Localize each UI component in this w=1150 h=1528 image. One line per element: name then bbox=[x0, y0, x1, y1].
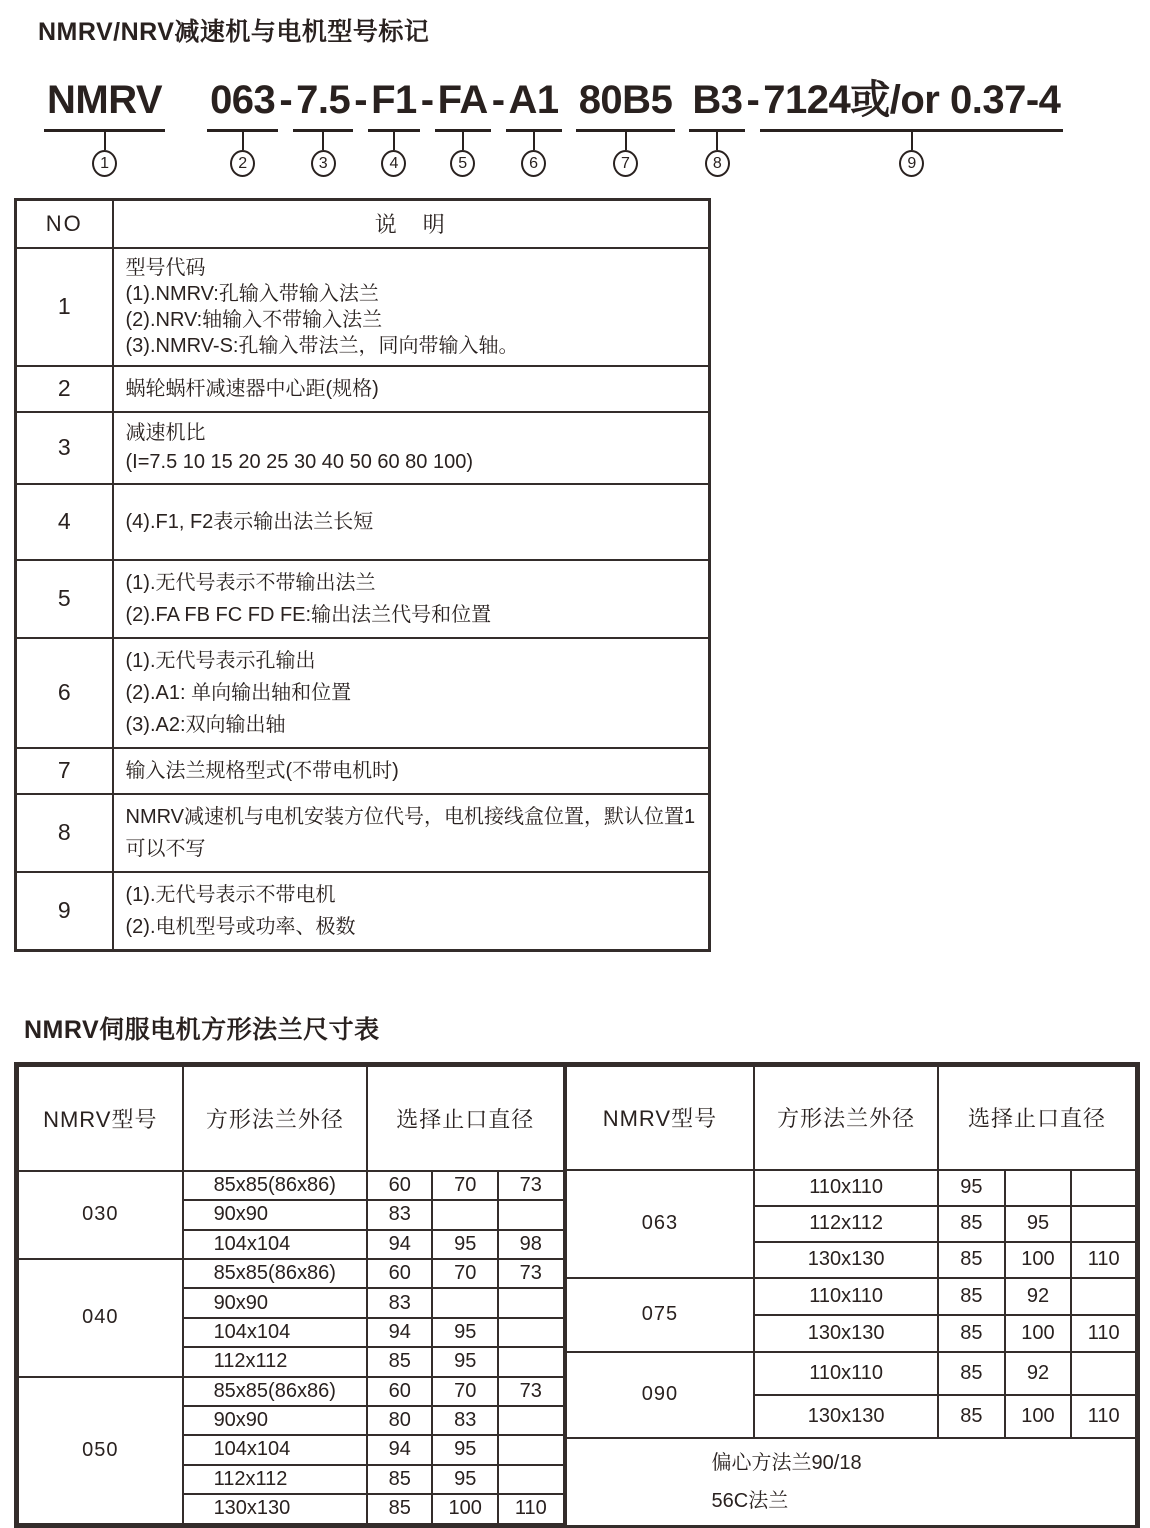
spec-row-number: 3 bbox=[16, 412, 113, 484]
diameter-cell: 85 bbox=[367, 1465, 432, 1494]
diameter-cell: 73 bbox=[498, 1171, 564, 1200]
diameter-cell bbox=[498, 1200, 564, 1229]
header-spigot: 选择止口直径 bbox=[367, 1066, 563, 1171]
spec-row-description bbox=[113, 560, 710, 638]
diameter-cell: 94 bbox=[367, 1230, 432, 1259]
diameter-cell: 100 bbox=[1005, 1242, 1072, 1278]
flange-size-cell: 112x112 bbox=[183, 1347, 368, 1376]
diameter-cell: 85 bbox=[938, 1206, 1005, 1242]
diameter-cell: 80 bbox=[367, 1406, 432, 1435]
spec-row-description bbox=[113, 794, 710, 872]
diameter-cell: 95 bbox=[432, 1435, 498, 1464]
spec-line: (I=7.5 10 15 20 25 30 40 50 60 80 100) bbox=[125, 450, 474, 473]
pointer-line bbox=[625, 132, 627, 150]
spec-row-2 bbox=[16, 366, 710, 412]
segment-text: F1 bbox=[368, 78, 420, 132]
spec-line: (1).无代号表示不带输出法兰 bbox=[125, 571, 376, 594]
segment-text: 80B5 bbox=[576, 78, 676, 132]
circled-number-4: 4 bbox=[381, 150, 406, 177]
spec-row-description bbox=[113, 412, 710, 484]
diameter-cell: 85 bbox=[938, 1278, 1005, 1315]
spec-row-number: 6 bbox=[16, 638, 113, 748]
model-cell-063: 063 bbox=[566, 1170, 755, 1278]
diameter-cell bbox=[432, 1288, 498, 1317]
flange-size-cell: 110x110 bbox=[754, 1278, 938, 1315]
flange-row bbox=[566, 1278, 1136, 1315]
model-cell-050: 050 bbox=[18, 1377, 183, 1524]
segment-text: 7124或/or 0.37-4 bbox=[760, 78, 1063, 132]
spec-header-no: NO bbox=[16, 200, 113, 248]
spec-header-desc: 说 明 bbox=[113, 200, 710, 248]
flange-table bbox=[14, 1062, 1140, 1528]
spec-row-9 bbox=[16, 872, 710, 951]
model-code-segment-6 bbox=[506, 78, 562, 177]
diameter-cell: 95 bbox=[432, 1347, 498, 1376]
spec-line: (1).NMRV:孔输入带输入法兰 bbox=[125, 282, 379, 305]
header-model: NMRV型号 bbox=[566, 1066, 755, 1170]
spec-row-3 bbox=[16, 412, 710, 484]
flange-table-right bbox=[565, 1065, 1137, 1527]
spec-line: NMRV减速机与电机安装方位代号，电机接线盒位置，默认位置1可以不写 bbox=[125, 805, 696, 860]
footer-note bbox=[566, 1438, 1136, 1526]
diameter-cell: 98 bbox=[498, 1230, 564, 1259]
circled-number-1: 1 bbox=[92, 150, 117, 177]
diameter-cell bbox=[432, 1200, 498, 1229]
model-code-segment-1 bbox=[44, 78, 165, 177]
diameter-cell: 85 bbox=[938, 1242, 1005, 1278]
model-code-segment-5 bbox=[435, 78, 491, 177]
spec-row-description bbox=[113, 638, 710, 748]
flange-size-cell: 130x130 bbox=[754, 1315, 938, 1352]
spec-row-number: 5 bbox=[16, 560, 113, 638]
spec-row-8 bbox=[16, 794, 710, 872]
diameter-cell: 70 bbox=[432, 1377, 498, 1406]
pointer-line bbox=[911, 132, 913, 150]
circled-number-9: 9 bbox=[899, 150, 924, 177]
spec-line: (1).无代号表示不带电机 bbox=[125, 883, 336, 906]
spec-table bbox=[14, 198, 711, 952]
diameter-cell bbox=[1005, 1170, 1072, 1206]
diameter-cell: 70 bbox=[432, 1259, 498, 1288]
flange-table-left bbox=[17, 1065, 565, 1525]
flange-size-cell: 130x130 bbox=[754, 1395, 938, 1438]
diameter-cell: 70 bbox=[432, 1171, 498, 1200]
diameter-cell: 94 bbox=[367, 1318, 432, 1347]
model-code-segment-7 bbox=[576, 78, 676, 177]
diameter-cell: 95 bbox=[432, 1465, 498, 1494]
model-code-segment-3 bbox=[293, 78, 353, 177]
page-title: NMRV/NRV减速机与电机型号标记 bbox=[38, 18, 430, 46]
diameter-cell: 95 bbox=[938, 1170, 1005, 1206]
diameter-cell bbox=[498, 1347, 564, 1376]
model-code-line bbox=[44, 78, 1150, 177]
flange-size-cell: 90x90 bbox=[183, 1288, 368, 1317]
diameter-cell: 95 bbox=[1005, 1206, 1072, 1242]
diameter-cell: 92 bbox=[1005, 1278, 1072, 1315]
model-cell-030: 030 bbox=[18, 1171, 183, 1259]
diameter-cell: 100 bbox=[1005, 1395, 1072, 1438]
spec-row-description bbox=[113, 366, 710, 412]
flange-size-cell: 130x130 bbox=[183, 1494, 368, 1524]
flange-row bbox=[566, 1170, 1136, 1206]
diameter-cell: 85 bbox=[367, 1347, 432, 1376]
circled-number-6: 6 bbox=[521, 150, 546, 177]
model-code-segment-4 bbox=[368, 78, 420, 177]
segment-text: FA bbox=[435, 78, 491, 132]
footer-note-line: 偏心方法兰90/18 bbox=[711, 1451, 862, 1474]
segment-text: 063 bbox=[207, 78, 278, 132]
pointer-line bbox=[716, 132, 718, 150]
model-code-segment-8 bbox=[689, 78, 745, 177]
flange-size-cell: 85x85(86x86) bbox=[183, 1259, 368, 1288]
diameter-cell: 110 bbox=[1071, 1315, 1136, 1352]
separator: - bbox=[420, 78, 434, 122]
flange-size-cell: 130x130 bbox=[754, 1242, 938, 1278]
flange-size-cell: 104x104 bbox=[183, 1230, 368, 1259]
spec-line: (2).NRV:轴输入不带输入法兰 bbox=[125, 308, 383, 331]
spec-row-description bbox=[113, 248, 710, 366]
spec-line: 输入法兰规格型式(不带电机时) bbox=[125, 759, 399, 782]
spec-row-number: 4 bbox=[16, 484, 113, 560]
separator: - bbox=[491, 78, 505, 122]
spec-line: (3).A2:双向输出轴 bbox=[125, 713, 286, 736]
diameter-cell: 60 bbox=[367, 1259, 432, 1288]
circled-number-8: 8 bbox=[705, 150, 730, 177]
model-code-segment-9 bbox=[760, 78, 1063, 177]
diameter-cell: 85 bbox=[938, 1395, 1005, 1438]
flange-size-cell: 90x90 bbox=[183, 1200, 368, 1229]
diameter-cell bbox=[1071, 1170, 1136, 1206]
flange-row bbox=[18, 1377, 564, 1406]
flange-header-row bbox=[566, 1066, 1136, 1170]
diameter-cell: 60 bbox=[367, 1171, 432, 1200]
diameter-cell: 95 bbox=[432, 1230, 498, 1259]
model-cell-090: 090 bbox=[566, 1352, 755, 1438]
spec-row-number: 2 bbox=[16, 366, 113, 412]
separator: - bbox=[279, 78, 293, 122]
diameter-cell bbox=[1071, 1206, 1136, 1242]
separator: - bbox=[746, 78, 760, 122]
diameter-cell: 83 bbox=[367, 1288, 432, 1317]
diameter-cell: 60 bbox=[367, 1377, 432, 1406]
flange-size-cell: 85x85(86x86) bbox=[183, 1171, 368, 1200]
flange-row bbox=[18, 1171, 564, 1200]
spec-row-description bbox=[113, 484, 710, 560]
spec-line: (2).FA FB FC FD FE:输出法兰代号和位置 bbox=[125, 603, 492, 626]
pointer-line bbox=[242, 132, 244, 150]
spec-line: (3).NMRV-S:孔输入带法兰，同向带输入轴。 bbox=[125, 334, 519, 357]
circled-number-7: 7 bbox=[613, 150, 638, 177]
diameter-cell bbox=[1071, 1278, 1136, 1315]
diameter-cell: 110 bbox=[1071, 1395, 1136, 1438]
diameter-cell: 95 bbox=[432, 1318, 498, 1347]
spec-line: 型号代码 bbox=[125, 256, 206, 279]
diameter-cell: 110 bbox=[1071, 1242, 1136, 1278]
spec-row-description bbox=[113, 872, 710, 951]
diameter-cell bbox=[498, 1465, 564, 1494]
flange-size-cell: 104x104 bbox=[183, 1435, 368, 1464]
pointer-line bbox=[462, 132, 464, 150]
pointer-line bbox=[104, 132, 106, 150]
diameter-cell: 73 bbox=[498, 1377, 564, 1406]
flange-size-cell: 110x110 bbox=[754, 1352, 938, 1395]
spec-line: (4).F1, F2表示输出法兰长短 bbox=[125, 510, 374, 533]
diameter-cell bbox=[1071, 1352, 1136, 1395]
separator: - bbox=[354, 78, 368, 122]
diameter-cell: 100 bbox=[1005, 1315, 1072, 1352]
spec-row-description bbox=[113, 748, 710, 794]
flange-size-cell: 110x110 bbox=[754, 1170, 938, 1206]
diameter-cell: 94 bbox=[367, 1435, 432, 1464]
diameter-cell: 85 bbox=[938, 1352, 1005, 1395]
diameter-cell: 73 bbox=[498, 1259, 564, 1288]
spec-row-6 bbox=[16, 638, 710, 748]
spec-line: 减速机比 bbox=[125, 421, 206, 444]
pointer-line bbox=[533, 132, 535, 150]
diameter-cell: 83 bbox=[367, 1200, 432, 1229]
model-cell-075: 075 bbox=[566, 1278, 755, 1352]
spec-line: (2).电机型号或功率、极数 bbox=[125, 915, 356, 938]
header-model: NMRV型号 bbox=[18, 1066, 183, 1171]
flange-size-cell: 112x112 bbox=[754, 1206, 938, 1242]
spec-line: (1).无代号表示孔输出 bbox=[125, 649, 316, 672]
circled-number-2: 2 bbox=[230, 150, 255, 177]
spec-row-4 bbox=[16, 484, 710, 560]
spec-header-row bbox=[16, 200, 710, 248]
model-code-segment-2 bbox=[207, 78, 278, 177]
circled-number-5: 5 bbox=[450, 150, 475, 177]
pointer-line bbox=[393, 132, 395, 150]
footer-note-line: 56C法兰 bbox=[711, 1489, 789, 1512]
diameter-cell: 83 bbox=[432, 1406, 498, 1435]
diameter-cell bbox=[498, 1435, 564, 1464]
flange-size-cell: 104x104 bbox=[183, 1318, 368, 1347]
segment-text: NMRV bbox=[44, 78, 165, 132]
diameter-cell: 100 bbox=[432, 1494, 498, 1524]
diameter-cell bbox=[498, 1318, 564, 1347]
diameter-cell: 85 bbox=[367, 1494, 432, 1524]
header-spigot: 选择止口直径 bbox=[938, 1066, 1136, 1170]
header-flange: 方形法兰外径 bbox=[754, 1066, 938, 1170]
flange-header-row bbox=[18, 1066, 564, 1171]
diameter-cell: 92 bbox=[1005, 1352, 1072, 1395]
diameter-cell bbox=[498, 1406, 564, 1435]
flange-table-title: NMRV伺服电机方形法兰尺寸表 bbox=[24, 1015, 380, 1044]
pointer-line bbox=[322, 132, 324, 150]
spec-line: 蜗轮蜗杆减速器中心距(规格) bbox=[125, 377, 379, 400]
diameter-cell bbox=[498, 1288, 564, 1317]
flange-size-cell: 112x112 bbox=[183, 1465, 368, 1494]
flange-row bbox=[566, 1352, 1136, 1395]
segment-text: B3 bbox=[689, 78, 745, 132]
header-flange: 方形法兰外径 bbox=[183, 1066, 368, 1171]
spec-row-number: 8 bbox=[16, 794, 113, 872]
spec-row-number: 9 bbox=[16, 872, 113, 951]
flange-row bbox=[18, 1259, 564, 1288]
spec-row-1 bbox=[16, 248, 710, 366]
spec-row-5 bbox=[16, 560, 710, 638]
circled-number-3: 3 bbox=[311, 150, 336, 177]
spec-line: (2).A1: 单向输出轴和位置 bbox=[125, 681, 352, 704]
flange-size-cell: 85x85(86x86) bbox=[183, 1377, 368, 1406]
spec-row-number: 1 bbox=[16, 248, 113, 366]
flange-footer-row bbox=[566, 1438, 1136, 1526]
spec-row-7 bbox=[16, 748, 710, 794]
flange-size-cell: 90x90 bbox=[183, 1406, 368, 1435]
model-cell-040: 040 bbox=[18, 1259, 183, 1377]
diameter-cell: 110 bbox=[498, 1494, 564, 1524]
segment-text: A1 bbox=[506, 78, 562, 132]
spec-row-number: 7 bbox=[16, 748, 113, 794]
segment-text: 7.5 bbox=[293, 78, 353, 132]
diameter-cell: 85 bbox=[938, 1315, 1005, 1352]
